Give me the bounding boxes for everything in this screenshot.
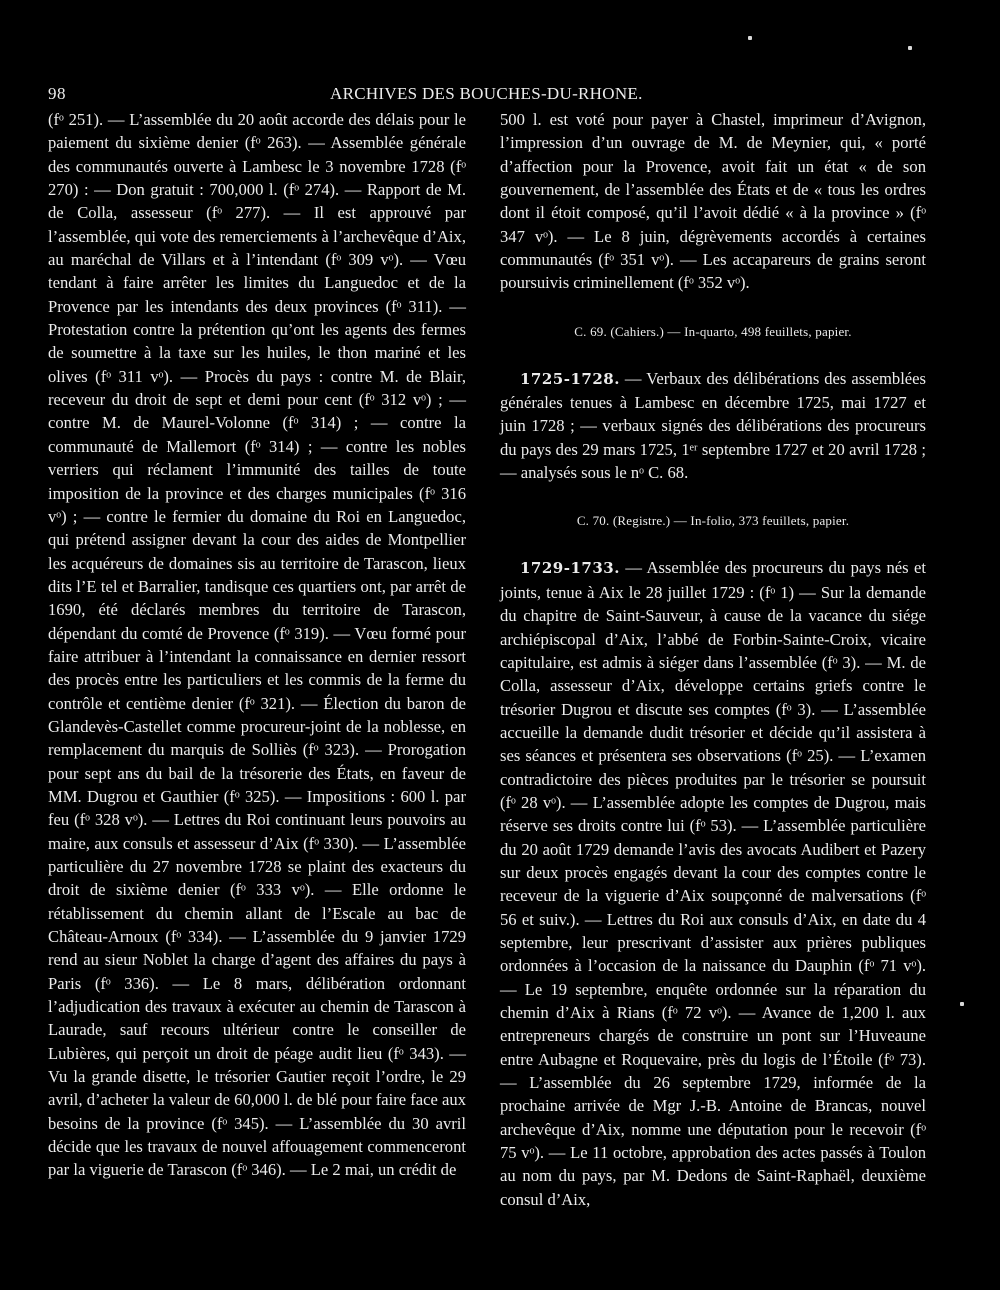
page-number: 98: [48, 84, 66, 103]
cote-c69: C. 69. (Cahiers.) — In-quarto, 498 feuillets, papier.: [574, 323, 852, 339]
entry-c70: [500, 556, 926, 1211]
left-column-text: (fᵒ 251). — L’assemblée du 20 août accorde des délais pour le paiement du sixième denier (fᵒ 263). — Assemblée générale des communautés ouverte à Lambesc le 3 novembre 1728 (fᵒ 270) : — Don gratuit : 700,000 l. (fᵒ 274). — Rapport de M. de Colla, assesseur (fᵒ 277). — Il est approuvé par l’assemblée, qui vote des remerciements à l’archevêque d’Aix, au maréchal de Villars et à l’intendant (fᵒ 309 vᵒ). — Vœu tendant à faire arrêter les limites du Languedoc et de la Provence par les intendants des deux provinces (fᵒ 311). — Protestation contre la prétention qu’ont les agents des fermes de soumettre à la taxe sur les huiles, le thon mariné et les olives (fᵒ 311 vᵒ). — Procès du pays : contre M. de Blair, receveur du droit de sept et demi pour cent (fᵒ 312 vᵒ) ; — contre M. de Maurel-Volonne (fᵒ 314) ; — contre la communauté de Mallemort (fᵒ 314) ; — contre les nobles verriers qui réclament l’immunité des tailles de toute imposition de la province et des charges municipales (fᵒ 316 vᵒ) ; — contre le fermier du domaine du Roi en Languedoc, qui prétend assigner devant la cour des aides de Montpellier les acquéreurs de domaines sis au territoire de Tarascon, lieux dits l’E tel et Barralier, tandisque ces quartiers ont, par arrêt de 1690, été déclarés membres du territoire de Tarascon, dépendant du comté de Provence (fᵒ 319). — Vœu formé pour faire attribuer à l’intendant la connaissance en dernier ressort des procès entre les particuliers et les commis de la ferme du contrôle et centième denier (fᵒ 321). — Élection du baron de Glandevès-Castellet comme procureur-joint de la noblesse, en remplacement du marquis de Solliès (fᵒ 323). — Prorogation pour sept ans du bail de la trésorerie des États, en faveur de MM. Dugrou et Gauthier (fᵒ 325). — Impositions : 600 l. par feu (fᵒ 328 vᵒ). — Lettres du Roi continuant leurs pouvoirs au maire, aux consuls et assesseur d’Aix (fᵒ 330). — L’assemblée particulière du 27 novembre 1728 se plaint des exacteurs du droit de sixième denier (fᵒ 333 vᵒ). — Elle ordonne le rétablissement du chemin allant de l’Escale au bac de Château-Arnoux (fᵒ 334). — L’assemblée du 9 janvier 1729 rend au sieur Noblet la charge d’agent des affaires du pays à Paris (fᵒ 336). — Le 8 mars, délibération ordonnant l’adjudication des travaux à exécuter au chemin de Tarascon à Laurade, sauf recours ultérieur contre le conseiller de Lubières, qui perçoit un droit de péage audit lieu (fᵒ 343). — Vu la grande disette, le trésorier Gautier reçoit l’ordre, le 29 avril, d’acheter la valeur de 60,000 l. de blé pour faire face aux besoins de la province (fᵒ 345). — L’assemblée du 30 avril décide que les travaux de nouvel affouagement commenceront par la viguerie de Tarascon (fᵒ 346). — Le 2 mai, un crédit de: [48, 110, 466, 1180]
scan-speck: [960, 1002, 964, 1006]
running-head: ARCHIVES DES BOUCHES-DU-RHONE.: [330, 84, 643, 103]
left-column: [48, 108, 466, 1182]
scan-speck: [748, 36, 752, 40]
entry-c70-date: 1729-1733.: [520, 559, 620, 578]
entry-c70-text: — Assemblée des procureurs du pays nés et joints, tenue à Aix le 28 juillet 1729 : (fᵒ 1) — Sur la demande du chapitre de Saint-Sauveur, à cause de la vacance du siége archiépiscopal d’Aix, l’abbé de Forbin-Sainte-Croix, vicaire capitulaire, est admis à siéger dans l’assemblée (fᵒ 3). — M. de Colla, assesseur d’Aix, développe certains griefs contre le trésorier Dugrou et discute ses comptes (fᵒ 3). — L’assemblée accueille la demande dudit trésorier et décide qu’il assistera à ses séances et présentera ses observations (fᵒ 25). — L’examen contradictoire des pièces produites par le trésorier se poursuit (fᵒ 28 vᵒ). — L’assemblée adopte les comptes de Dugrou, mais réserve ses droits contre lui (fᵒ 53). — L’assemblée particulière du 20 août 1729 demande l’avis des avocats Audibert et Pazery sur deux procès engagés devant la cour des comptes contre le receveur de la viguerie d’Aix soupçonné de malversations (fᵒ 56 et suiv.). — Lettres du Roi aux consuls d’Aix, en date du 4 septembre, leur prescrivant d’assister aux prières publiques ordonnées à l’occasion de la naissance du Dauphin (fᵒ 71 vᵒ). — Le 19 septembre, enquête ordonnée sur la réparation du chemin d’Aix à Rians (fᵒ 72 vᵒ). — Avance de 1,200 l. aux entrepreneurs chargés de construire un pont sur l’Huveaune entre Aubagne et Roquevaire, près du logis de l’Étoile (fᵒ 73). — L’assemblée du 26 septembre 1729, informée de la prochaine arrivée de Mgr J.-B. Antoine de Brancas, nouvel archevêque d’Aix, nomme une députation pour le recevoir (fᵒ 75 vᵒ). — Le 11 octobre, approbation des actes passés à Toulon au nom du pays, par M. Dedons de Saint-Raphaël, deuxième consul d’Aix,: [500, 558, 926, 1209]
entry-c69-date: 1725-1728.: [520, 369, 620, 388]
column-divider: [481, 112, 482, 1252]
entry-c69-text: — Verbaux des délibérations des assemblées générales tenues à Lambesc en décembre 1725, mai 1727 et juin 1728 ; — verbaux signés des délibérations des procureurs du pays des 29 mars 1725, 1ᵉʳ septembre 1727 et 20 avril 1728 ; — analysés sous le nᵒ C. 68.: [500, 368, 926, 483]
entry-c69: [500, 367, 926, 485]
scan-speck: [908, 46, 912, 50]
right-column: [500, 108, 926, 1211]
right-column-continuation: 500 l. est voté pour payer à Chastel, imprimeur d’Avignon, l’impression d’un ouvrage de M. de Meynier, qui, « porté d’affection pour la Provence, avoit fait un état « de son gouvernement, de l’assemblée des États et de « tous les ordres dont il étoit composé, qu’il l’avoit dédié « à la province » (fᵒ 347 vᵒ). — Le 8 juin, dégrèvements accordés à certaines communautés (fᵒ 351 vᵒ). — Les accapareurs de grains seront poursuivis criminellement (fᵒ 352 vᵒ).: [500, 110, 926, 293]
cote-c70: C. 70. (Registre.) — In-folio, 373 feuillets, papier.: [576, 513, 850, 529]
